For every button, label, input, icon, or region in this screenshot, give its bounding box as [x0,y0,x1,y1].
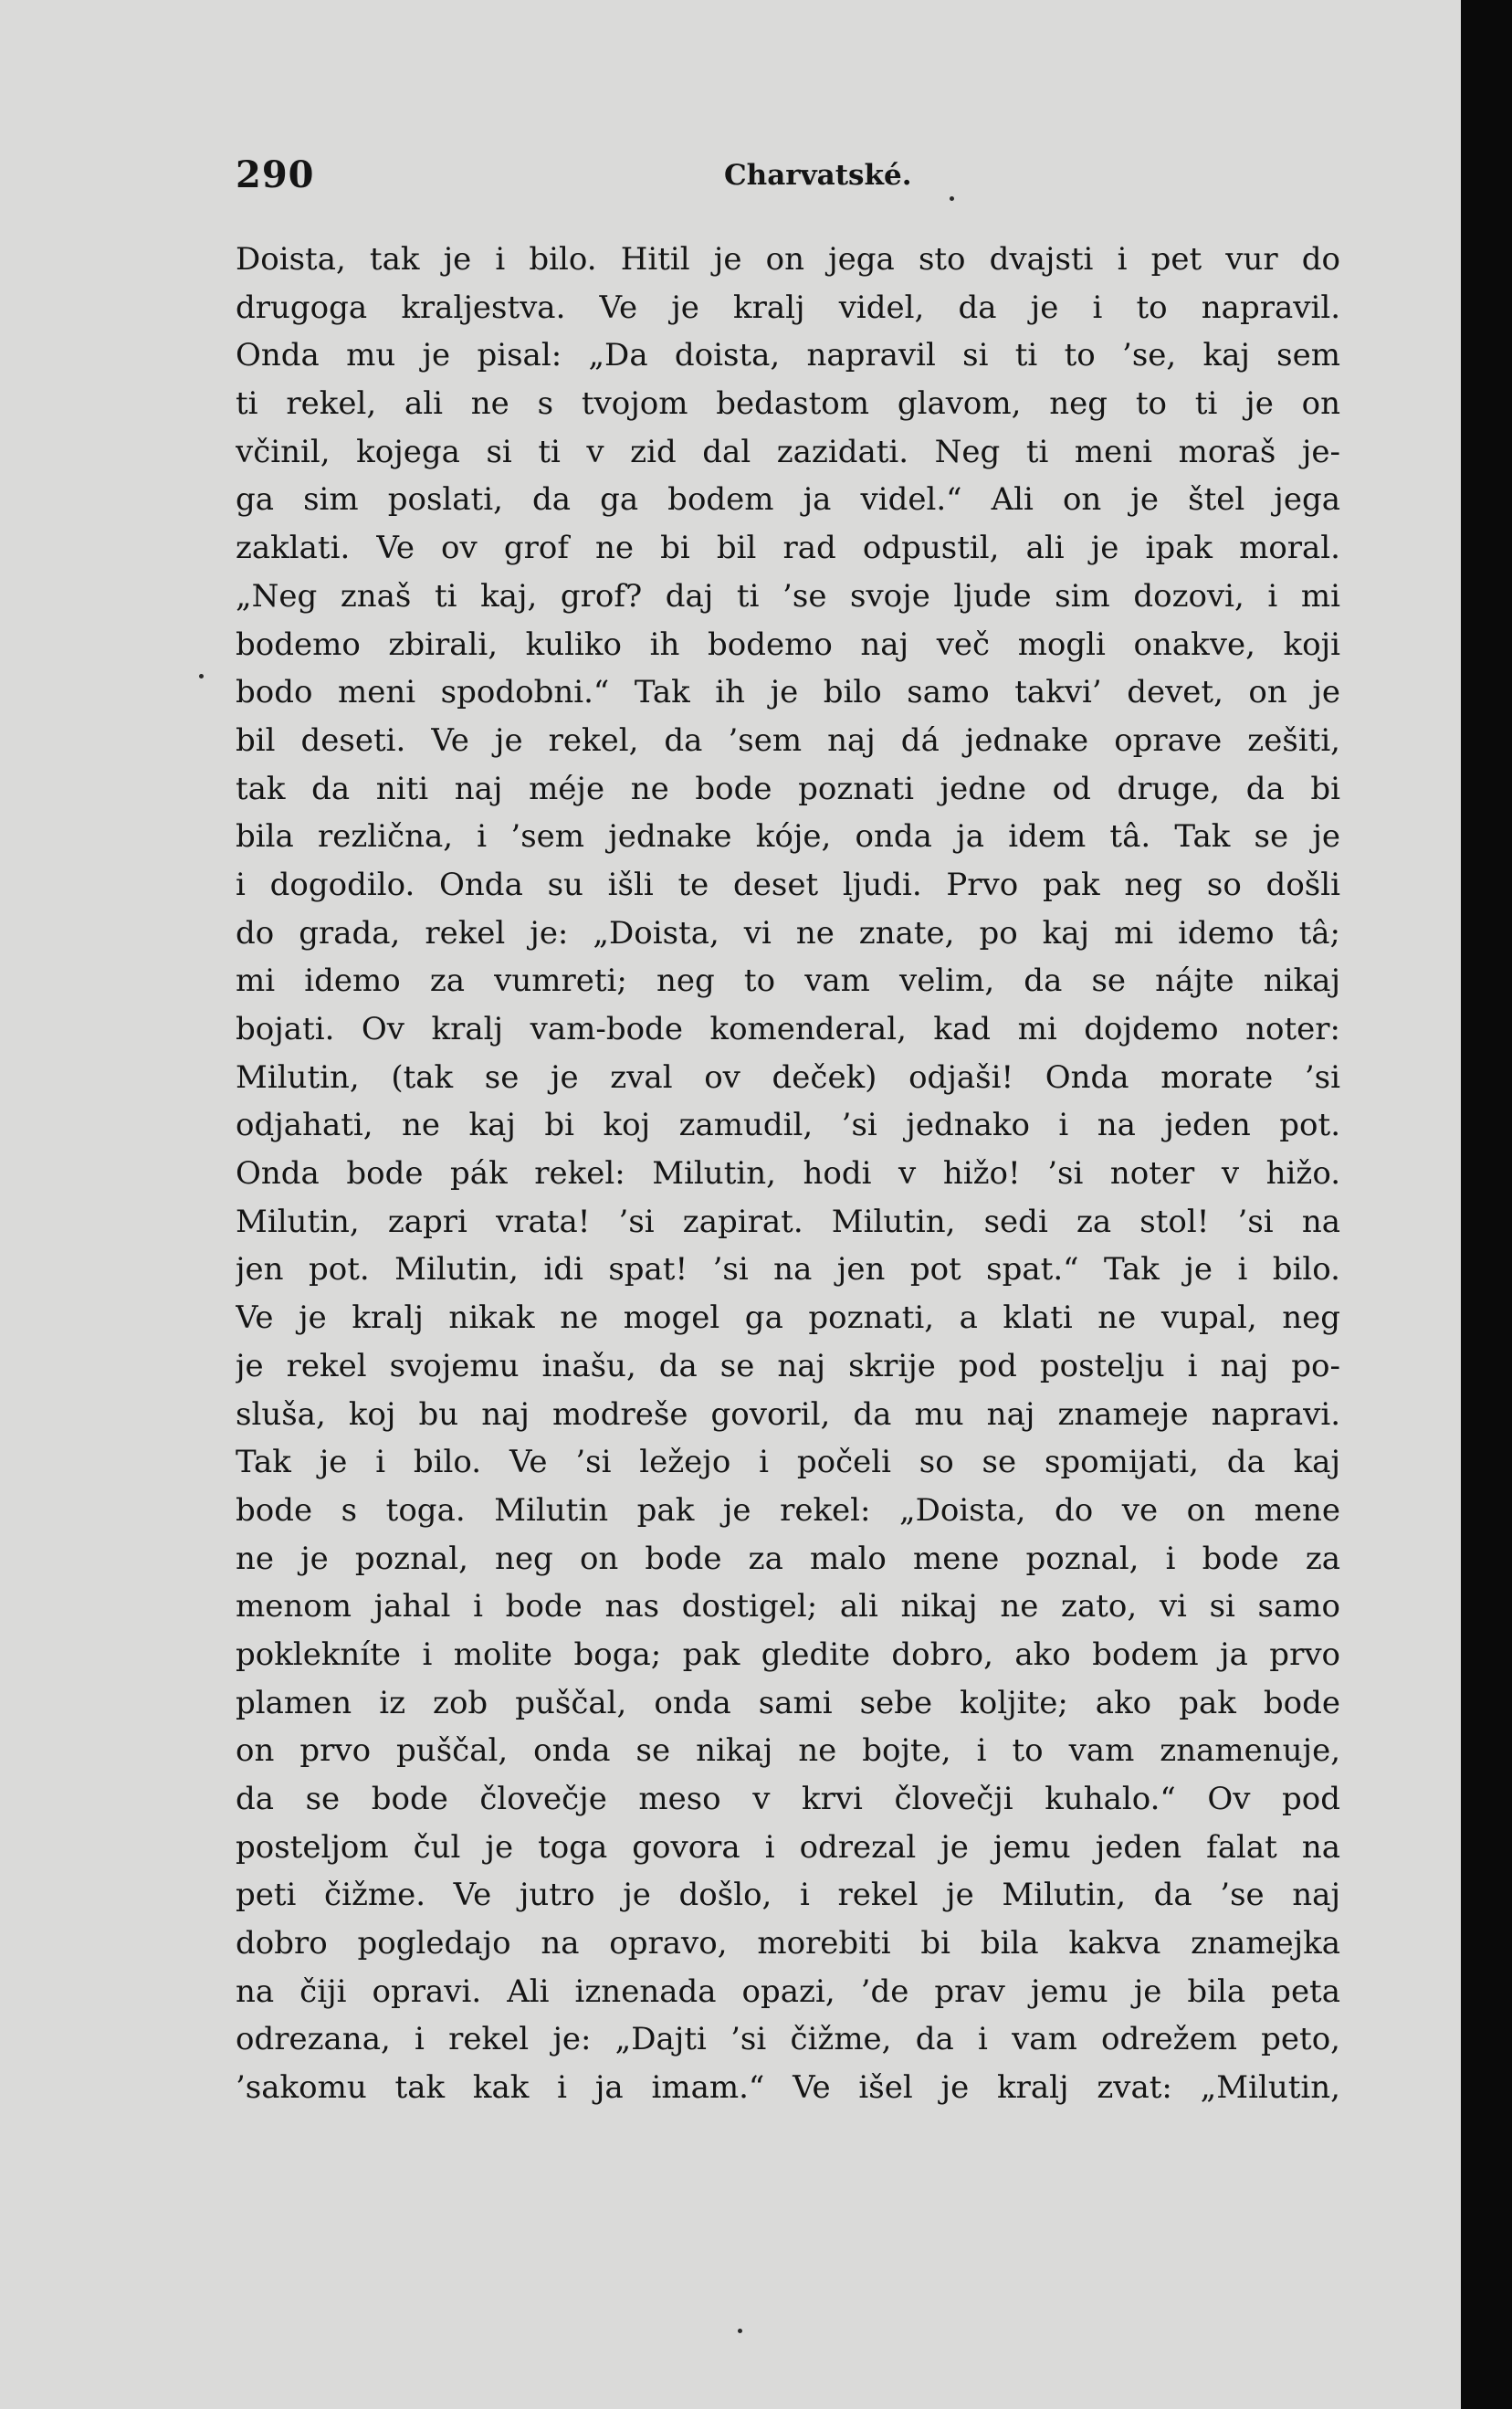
text-line: bodo meni spodobni.“ Tak ih je bilo samo takvi’ devet, on je [236,674,1340,711]
text-line: plamen iz zob puščal, onda sami sebe koljite; ako pak bode [236,1684,1340,1721]
scan-border [1461,0,1512,2409]
text-line: peti čižme. Ve jutro je došlo, i rekel je Milutin, da ’se naj [236,1877,1340,1914]
text-line: je rekel svojemu inašu, da se naj skrije pod postelju i naj po- [236,1347,1340,1384]
text-line: on prvo puščal, onda se nikaj ne bojte, i to vam znamenuje, [236,1732,1340,1770]
text-line: „Neg znaš ti kaj, grof? daj ti ’se svoje ljude sim dozovi, i mi [236,577,1340,615]
text-line: menom jahal i bode nas dostigel; ali nikaj ne zato, vi si samo [236,1588,1340,1625]
text-line: Doista, tak je i bilo. Hitil je on jega sto dvajsti i pet vur do [236,241,1340,278]
text-line: poklekníte i molite boga; pak gledite dobro, ako bodem ja prvo [236,1636,1340,1673]
text-line: sluša, koj bu naj modreše govoril, da mu naj znameje napravi. [236,1395,1340,1433]
running-head [236,153,1331,199]
body-text [236,236,1340,2112]
text-line: Ve je kralj nikak ne mogel ga poznati, a klati ne vupal, neg [236,1299,1340,1337]
page-number: 290 [236,153,315,196]
text-line: jen pot. Milutin, idi spat! ’si na jen pot spat.“ Tak je i bilo. [236,1251,1340,1289]
text-line: mi idemo za vumreti; neg to vam velim, da se nájte nikaj [236,963,1340,1000]
specks [950,196,954,201]
text-line: bodemo zbirali, kuliko ih bodemo naj več mogli onakve, koji [236,626,1340,663]
text-line: tak da niti naj méje ne bode poznati jedne od druge, da bi [236,770,1340,807]
text-line: Onda mu je pisal: „Da doista, napravil si ti to ’se, kaj sem [236,337,1340,374]
text-line: odjahati, ne kaj bi koj zamudil, ’si jednako i na jeden pot. [236,1107,1340,1144]
text-line: ti rekel, ali ne s tvojom bedastom glavom, neg to ti je on [236,385,1340,423]
specks [199,674,204,679]
text-line: ga sim poslati, da ga bodem ja videl.“ Ali on je štel jega [236,481,1340,519]
text-line: da se bode človečje meso v krvi človečji kuhalo.“ Ov pod [236,1781,1340,1817]
text-line: Tak je i bilo. Ve ’si ležejo i počeli so se spomijati, da kaj [236,1444,1340,1481]
text-line: na čiji opravi. Ali iznenada opazi, ’de prav jemu je bila peta [236,1972,1340,2010]
specks [738,2329,742,2333]
text-line: do grada, rekel je: „Doista, vi ne znate, po kaj mi idemo tâ; [236,914,1340,952]
text-line: bil deseti. Ve je rekel, da ’sem naj dá jednake oprave zešiti, [236,721,1340,759]
text-line: Milutin, zapri vrata! ’si zapirat. Milutin, sedi za stol! ’si na [236,1203,1340,1240]
text-line: ne je poznal, neg on bode za malo mene poznal, i bode za [236,1540,1340,1577]
text-line: drugoga kraljestva. Ve je kralj videl, da je i to napravil. [236,289,1340,326]
text-line: včinil, kojega si ti v zid dal zazidati. Neg ti meni moraš je- [236,433,1340,470]
running-title: Charvatské. [724,159,912,192]
text-line: bojati. Ov kralj vam-bode komenderal, kad mi dojdemo noter: [236,1011,1340,1047]
text-line: Milutin, (tak se je zval ov deček) odjaši! Onda morate ’si [236,1058,1340,1096]
text-line: i dogodilo. Onda su išli te deset ljudi. Prvo pak neg so došli [236,866,1340,903]
text-line: bode s toga. Milutin pak je rekel: „Doista, do ve on mene [236,1491,1340,1529]
text-line: Onda bode pák rekel: Milutin, hodi v hižo! ’si noter v hižo. [236,1155,1340,1193]
text-line: bila rezlična, i ’sem jednake kóje, onda ja idem tâ. Tak se je [236,818,1340,856]
text-line: zaklati. Ve ov grof ne bi bil rad odpustil, ali je ipak moral. [236,530,1340,567]
text-line: odrezana, i rekel je: „Dajti ’si čižme, da i vam odrežem peto, [236,2021,1340,2058]
text-line: ’sakomu tak kak i ja imam.“ Ve išel je kralj zvat: „Milutin, [236,2069,1340,2107]
text-line: posteljom čul je toga govora i odrezal je jemu jeden falat na [236,1828,1340,1866]
text-line: dobro pogledajo na opravo, morebiti bi bila kakva znamejka [236,1925,1340,1962]
